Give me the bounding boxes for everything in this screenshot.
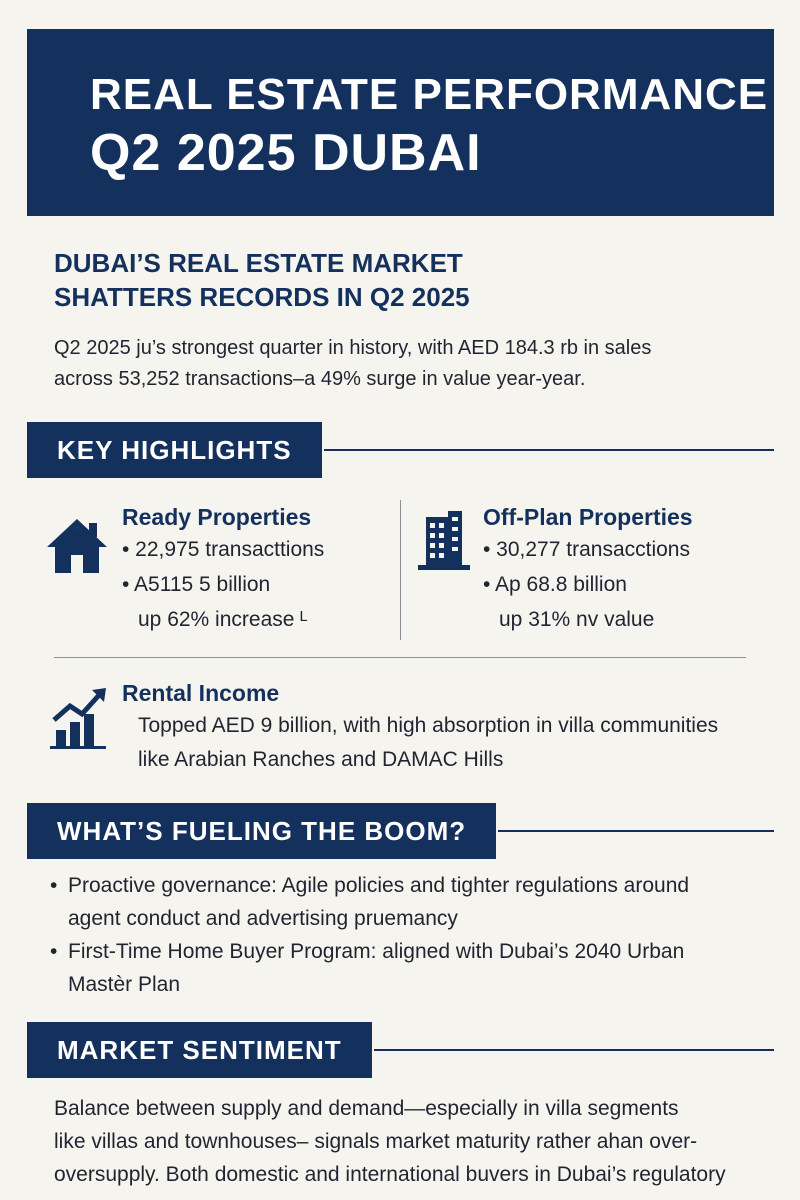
ready-properties-title: Ready Properties: [122, 504, 312, 530]
sentiment-line-1: Balance between supply and demand—especially in villa segments: [54, 1097, 679, 1120]
offplan-properties-value: • Ap 68.8 billion: [483, 573, 627, 596]
key-highlights-header: [27, 422, 774, 478]
list-item: • First-Time Home Buyer Program: aligned with Dubai’s 2040 Urban Mastèr Plan: [50, 935, 780, 1001]
intro-line-1: Q2 2025 ju’s strongest quarter in history, with AED 184.3 rb in sales: [54, 337, 652, 359]
market-sentiment-label: MARKET SENTIMENT: [27, 1022, 372, 1078]
ready-properties-transactions: • 22,975 transacttions: [122, 538, 325, 561]
offplan-properties-title: Off-Plan Properties: [483, 504, 693, 530]
key-highlights-label: KEY HIGHLIGHTS: [27, 422, 322, 478]
fueling-header: [27, 803, 774, 859]
ready-properties-increase: up 62% increase ᴸ: [138, 608, 308, 631]
headline: [54, 246, 754, 314]
sentiment-line-3: oversupply. Both domestic and international buvers in Dubai’s regulatory: [54, 1163, 726, 1186]
fueling-list: [50, 869, 780, 1001]
sentiment-line-2: like villas and townhouses– signals market maturity rather ahan over-: [54, 1130, 698, 1153]
list-item: • Proactive governance: Agile policies and tighter regulations around agent conduct and advertising pruemancy: [50, 869, 780, 935]
title-banner: [27, 29, 774, 216]
building-icon: [418, 509, 470, 571]
title-line-1: REAL ESTATE PERFORMANCE: [90, 70, 769, 119]
horizontal-divider: [54, 657, 746, 658]
rental-income-line-2: like Arabian Ranches and DAMAC Hills: [138, 748, 504, 771]
house-icon: [45, 517, 109, 575]
rental-income-title: Rental Income: [122, 680, 280, 706]
fueling-item-1-line-1: Proactive governance: Agile policies and tighter regulations around: [68, 874, 690, 897]
market-sentiment-header: [27, 1022, 774, 1078]
fueling-item-1-line-2: agent conduct and advertising pruemancy: [68, 907, 458, 930]
offplan-properties-block: [483, 502, 783, 637]
intro-paragraph: [54, 333, 774, 395]
fueling-item-2-line-2: Mastèr Plan: [68, 973, 181, 996]
rental-income-line-1: Topped AED 9 billion, with high absorption in villa communities: [138, 714, 719, 737]
offplan-properties-increase: up 31% nv value: [499, 608, 655, 631]
section-rule: [498, 830, 774, 832]
headline-line-2: SHATTERS RECORDS IN Q2 2025: [54, 282, 470, 312]
section-rule: [324, 449, 774, 451]
headline-line-1: DUBAI’S REAL ESTATE MARKET: [54, 248, 463, 278]
offplan-properties-transactions: • 30,277 transacctions: [483, 538, 690, 561]
fueling-item-2-line-1: First-Time Home Buyer Program: aligned with Dubai’s 2040 Urban: [68, 940, 685, 963]
market-sentiment-paragraph: [54, 1092, 784, 1191]
intro-line-2: across 53,252 transactions–a 49% surge in value year-year.: [54, 368, 586, 390]
title-line-2: Q2 2025 DUBAI: [90, 124, 482, 182]
ready-properties-value: • A5115 5 billion: [122, 573, 271, 596]
growth-chart-icon: [50, 686, 108, 750]
rental-income-block: [122, 678, 792, 776]
fueling-label: WHAT’S FUELING THE BOOM?: [27, 803, 496, 859]
ready-properties-block: [122, 502, 392, 637]
section-rule: [374, 1049, 774, 1051]
vertical-divider: [400, 500, 401, 640]
